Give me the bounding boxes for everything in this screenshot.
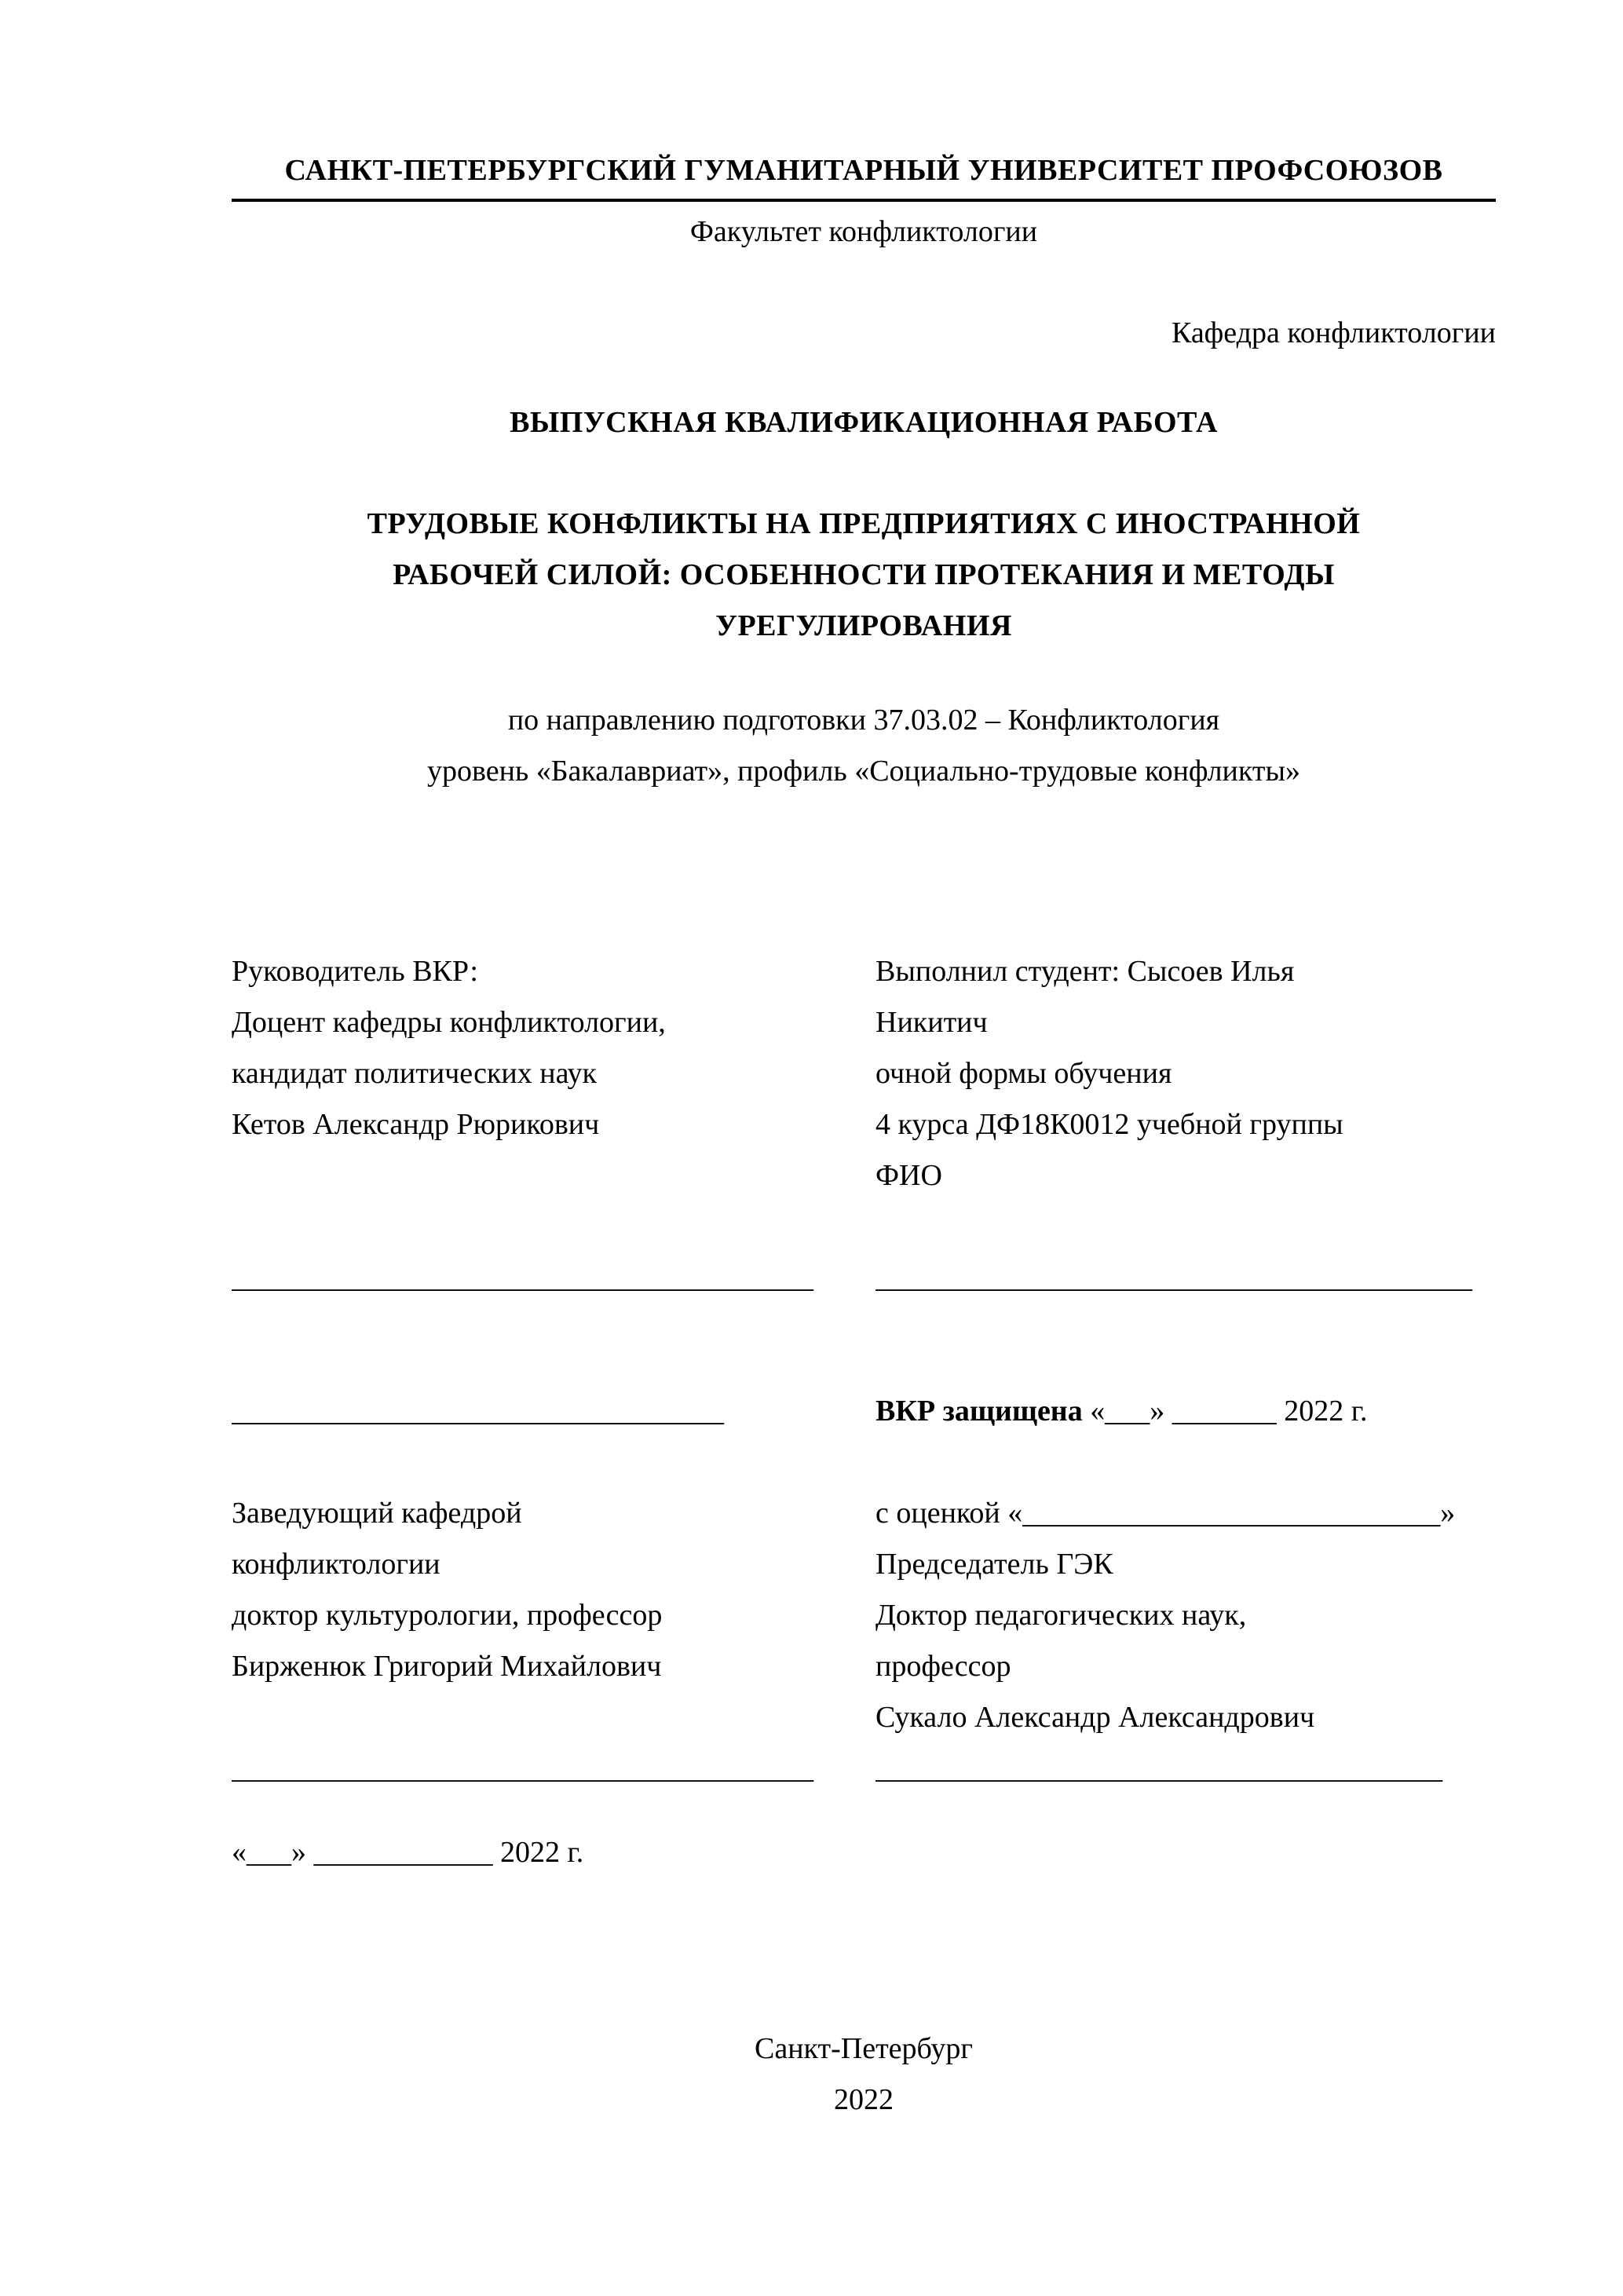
signature-row-1: [232, 1252, 1496, 1303]
approval-blank-line: _________________________________: [232, 1395, 724, 1428]
head-line-3: доктор культурологии, профессор: [232, 1599, 663, 1632]
gek-name: Сукало Александр Александрович: [875, 1701, 1315, 1734]
supervisor-position-line-1: Доцент кафедры конфликтологии,: [232, 1006, 666, 1039]
head-line-2: конфликтологии: [232, 1548, 440, 1581]
head-name: Бирженюк Григорий Михайлович: [232, 1650, 662, 1683]
student-line-3: очной формы обучения: [875, 1057, 1172, 1090]
student-signature-line: ________________________________________: [875, 1261, 1472, 1294]
thesis-title-line-1: ТРУДОВЫЕ КОНФЛИКТЫ НА ПРЕДПРИЯТИЯХ С ИНОСТРАННОЙ: [367, 507, 1361, 540]
head-signature-line: _______________________________________: [232, 1752, 813, 1785]
gek-signature-line: ______________________________________: [875, 1752, 1442, 1785]
thesis-title: [232, 499, 1496, 652]
gek-line-3: профессор: [875, 1650, 1011, 1683]
supervisor-student-block: [232, 946, 1496, 1201]
approval-row: [232, 1386, 1496, 1437]
defended-line: [875, 1386, 1496, 1437]
defended-label: ВКР защищена: [875, 1395, 1083, 1428]
program-direction: по направлению подготовки 37.03.02 – Конфликтология: [507, 704, 1220, 737]
supervisor-role-label: Руководитель ВКР:: [232, 955, 478, 988]
gek-line-2: Доктор педагогических наук,: [875, 1599, 1247, 1632]
defended-date-blank: «___» _______ 2022 г.: [1082, 1395, 1368, 1428]
date-row: [232, 1827, 1496, 1878]
student-line-5: ФИО: [875, 1159, 942, 1192]
program-info: [232, 695, 1496, 797]
department-name: Кафедра конфликтологии: [1171, 316, 1496, 349]
supervisor-name: Кетов Александр Рюрикович: [232, 1108, 600, 1141]
signature-row-2: [232, 1743, 1496, 1794]
thesis-title-line-3: УРЕГУЛИРОВАНИЯ: [715, 609, 1012, 642]
officials-block: [232, 1488, 1496, 1743]
supervisor-position-line-2: кандидат политических наук: [232, 1057, 597, 1090]
footer-year: 2022: [834, 2083, 894, 2116]
head-of-department-block: [232, 1488, 852, 1692]
faculty-name: Факультет конфликтологии: [689, 215, 1038, 248]
gek-line-1: Председатель ГЭК: [875, 1548, 1113, 1581]
footer-city: Санкт-Петербург: [754, 2032, 974, 2065]
head-line-1: Заведующий кафедрой: [232, 1497, 522, 1530]
gek-chair-block: [875, 1488, 1496, 1743]
thesis-title-line-2: РАБОЧЕЙ СИЛОЙ: ОСОБЕННОСТИ ПРОТЕКАНИЯ И МЕТОДЫ: [393, 558, 1335, 591]
work-type-label: ВЫПУСКНАЯ КВАЛИФИКАЦИОННАЯ РАБОТА: [510, 406, 1218, 439]
supervisor-signature-line: _______________________________________: [232, 1261, 813, 1294]
student-line-4: 4 курса ДФ18К0012 учебной группы: [875, 1108, 1343, 1141]
supervisor-block: [232, 946, 852, 1150]
university-name: САНКТ-ПЕТЕРБУРГСКИЙ ГУМАНИТАРНЫЙ УНИВЕРСИТЕТ ПРОФСОЮЗОВ: [232, 153, 1496, 202]
head-date-line: «___» ____________ 2022 г.: [232, 1836, 584, 1869]
footer: [232, 2024, 1496, 2126]
student-line-1: Выполнил студент: Сысоев Илья: [875, 955, 1295, 988]
program-level-profile: уровень «Бакалавриат», профиль «Социально-трудовые конфликты»: [426, 755, 1300, 788]
student-block: [875, 946, 1496, 1201]
student-line-2: Никитич: [875, 1006, 988, 1039]
grade-line: с оценкой «____________________________»: [875, 1497, 1456, 1530]
page-content: [232, 153, 1496, 2126]
